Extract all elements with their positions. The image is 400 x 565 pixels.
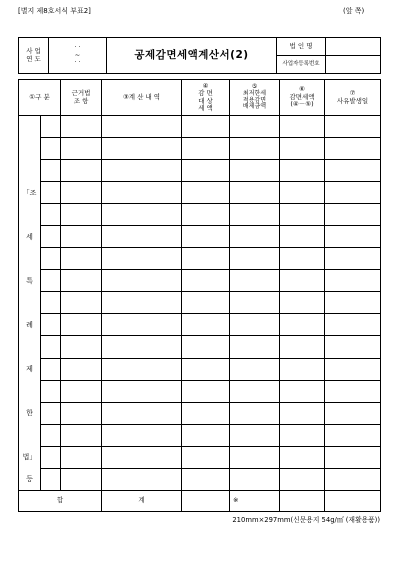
category-cell[interactable]: [41, 182, 61, 204]
exempt-target-tax-cell[interactable]: [182, 182, 230, 204]
table-row: [19, 270, 381, 292]
exempted-tax-cell[interactable]: [280, 160, 325, 182]
exempted-tax-cell[interactable]: [280, 402, 325, 424]
exempted-tax-cell[interactable]: [280, 138, 325, 160]
min-tax-exclusion-cell[interactable]: [230, 248, 280, 270]
table-row: [19, 468, 381, 490]
table-row: [19, 380, 381, 402]
calculation-cell[interactable]: [102, 468, 182, 490]
legal-basis-cell[interactable]: [61, 270, 102, 292]
table-row: [19, 336, 381, 358]
category-label-cell: [19, 380, 41, 402]
form-header-table: [18, 37, 381, 74]
legal-basis-cell[interactable]: [61, 226, 102, 248]
occurrence-date-cell[interactable]: [325, 402, 381, 424]
exempted-tax-cell[interactable]: [280, 182, 325, 204]
exempt-target-tax-cell[interactable]: [182, 204, 230, 226]
table-row: [19, 226, 381, 248]
col-header-legal-basis: 근거법 조 항: [61, 80, 102, 116]
category-label-cell: 등: [19, 468, 41, 490]
min-tax-exclusion-cell[interactable]: [230, 358, 280, 380]
occurrence-date-cell[interactable]: [325, 358, 381, 380]
table-row: [19, 116, 381, 138]
min-tax-exclusion-cell[interactable]: [230, 380, 280, 402]
year-start-dots: · ·: [74, 43, 81, 52]
min-tax-exclusion-cell[interactable]: [230, 314, 280, 336]
exempt-target-tax-cell[interactable]: [182, 446, 230, 468]
occurrence-date-cell[interactable]: [325, 314, 381, 336]
legal-basis-cell[interactable]: [61, 336, 102, 358]
category-cell[interactable]: [41, 424, 61, 446]
calculation-cell[interactable]: [102, 402, 182, 424]
calculation-cell[interactable]: [102, 182, 182, 204]
table-row: [19, 424, 381, 446]
exempted-tax-cell[interactable]: [280, 204, 325, 226]
calculation-cell[interactable]: [102, 336, 182, 358]
exempted-tax-cell[interactable]: [280, 226, 325, 248]
category-label-cell: 세: [19, 226, 41, 248]
occurrence-date-cell[interactable]: [325, 424, 381, 446]
min-tax-exclusion-cell[interactable]: [230, 446, 280, 468]
occurrence-date-cell[interactable]: [325, 226, 381, 248]
table-row: [19, 358, 381, 380]
occurrence-date-cell[interactable]: [325, 138, 381, 160]
exempt-target-tax-cell[interactable]: [182, 270, 230, 292]
category-label-cell: [19, 248, 41, 270]
table-row: [19, 138, 381, 160]
category-label-cell: 특: [19, 270, 41, 292]
deduction-table: [18, 79, 381, 512]
category-cell[interactable]: [41, 248, 61, 270]
exempted-tax-cell[interactable]: [280, 116, 325, 138]
min-tax-exclusion-cell[interactable]: [230, 204, 280, 226]
business-year-label: 사 업 연 도: [19, 38, 49, 74]
category-cell[interactable]: [41, 270, 61, 292]
calculation-cell[interactable]: [102, 446, 182, 468]
side-label: (앞 쪽): [343, 7, 365, 15]
legal-basis-cell[interactable]: [61, 446, 102, 468]
legal-basis-cell[interactable]: [61, 204, 102, 226]
min-tax-exclusion-cell[interactable]: [230, 160, 280, 182]
exempt-target-tax-cell[interactable]: [182, 402, 230, 424]
exempt-target-tax-cell[interactable]: [182, 248, 230, 270]
occurrence-date-cell[interactable]: [325, 204, 381, 226]
exempted-tax-cell[interactable]: [280, 248, 325, 270]
min-tax-exclusion-cell[interactable]: [230, 182, 280, 204]
category-label-cell: [19, 424, 41, 446]
min-tax-exclusion-cell[interactable]: [230, 270, 280, 292]
calculation-cell[interactable]: [102, 270, 182, 292]
calculation-cell[interactable]: [102, 380, 182, 402]
exempt-target-tax-cell[interactable]: [182, 116, 230, 138]
form-label: [별지 제8호서식 부표2]: [18, 7, 91, 15]
occurrence-date-cell[interactable]: [325, 270, 381, 292]
occurrence-date-cell[interactable]: [325, 116, 381, 138]
occurrence-date-cell[interactable]: [325, 446, 381, 468]
category-label-cell: 「조: [19, 182, 41, 204]
exempted-tax-cell[interactable]: [280, 468, 325, 490]
exempted-tax-cell[interactable]: [280, 336, 325, 358]
occurrence-date-cell[interactable]: [325, 160, 381, 182]
legal-basis-cell[interactable]: [61, 182, 102, 204]
table-row: [19, 402, 381, 424]
exempt-target-tax-cell[interactable]: [182, 314, 230, 336]
exempted-tax-cell[interactable]: [280, 380, 325, 402]
total-occurrence-date[interactable]: [325, 491, 381, 512]
table-row: [19, 248, 381, 270]
exempted-tax-cell[interactable]: [280, 292, 325, 314]
category-label-cell: [19, 116, 41, 138]
exempt-target-tax-cell[interactable]: [182, 380, 230, 402]
total-exempt-target-tax[interactable]: [182, 491, 230, 512]
category-label-cell: 제: [19, 358, 41, 380]
category-label-cell: 법」: [19, 446, 41, 468]
calculation-cell[interactable]: [102, 424, 182, 446]
table-row: [19, 446, 381, 468]
min-tax-exclusion-cell[interactable]: [230, 116, 280, 138]
min-tax-exclusion-cell[interactable]: [230, 226, 280, 248]
table-row: [19, 292, 381, 314]
corp-name-label: 법 인 명: [277, 38, 326, 56]
occurrence-date-cell[interactable]: [325, 336, 381, 358]
min-tax-exclusion-cell[interactable]: [230, 468, 280, 490]
category-cell[interactable]: [41, 336, 61, 358]
legal-basis-cell[interactable]: [61, 424, 102, 446]
min-tax-exclusion-cell[interactable]: [230, 292, 280, 314]
exempt-target-tax-cell[interactable]: [182, 336, 230, 358]
calculation-cell[interactable]: [102, 138, 182, 160]
category-cell[interactable]: [41, 116, 61, 138]
calculation-cell[interactable]: [102, 292, 182, 314]
legal-basis-cell[interactable]: [61, 468, 102, 490]
exempt-target-tax-cell[interactable]: [182, 226, 230, 248]
legal-basis-cell[interactable]: [61, 314, 102, 336]
calculation-cell[interactable]: [102, 160, 182, 182]
exempt-target-tax-cell[interactable]: [182, 292, 230, 314]
legal-basis-cell[interactable]: [61, 138, 102, 160]
exempt-target-tax-cell[interactable]: [182, 358, 230, 380]
legal-basis-cell[interactable]: [61, 248, 102, 270]
exempted-tax-cell[interactable]: [280, 270, 325, 292]
category-cell[interactable]: [41, 204, 61, 226]
exempted-tax-cell[interactable]: [280, 446, 325, 468]
category-cell[interactable]: [41, 468, 61, 490]
col-header-min-tax-exclusion: ⑤ 최저한세 적용감면 배제금액: [230, 80, 280, 116]
calculation-cell[interactable]: [102, 314, 182, 336]
exempt-target-tax-cell[interactable]: [182, 160, 230, 182]
legal-basis-cell[interactable]: [61, 402, 102, 424]
table-row: [19, 204, 381, 226]
min-tax-exclusion-cell[interactable]: [230, 336, 280, 358]
total-label-2: 계: [102, 491, 182, 512]
legal-basis-cell[interactable]: [61, 160, 102, 182]
category-cell[interactable]: [41, 292, 61, 314]
category-cell[interactable]: [41, 380, 61, 402]
category-cell[interactable]: [41, 446, 61, 468]
total-mark: ※: [230, 491, 280, 512]
occurrence-date-cell[interactable]: [325, 380, 381, 402]
min-tax-exclusion-cell[interactable]: [230, 138, 280, 160]
legal-basis-cell[interactable]: [61, 358, 102, 380]
exempted-tax-cell[interactable]: [280, 358, 325, 380]
legal-basis-cell[interactable]: [61, 380, 102, 402]
category-cell[interactable]: [41, 314, 61, 336]
calculation-cell[interactable]: [102, 248, 182, 270]
exempted-tax-cell[interactable]: [280, 314, 325, 336]
calculation-cell[interactable]: [102, 116, 182, 138]
business-year-field: [49, 38, 107, 74]
total-exempted-tax[interactable]: [280, 491, 325, 512]
category-cell[interactable]: [41, 226, 61, 248]
calculation-cell[interactable]: [102, 226, 182, 248]
category-label-cell: [19, 160, 41, 182]
occurrence-date-cell[interactable]: [325, 182, 381, 204]
table-row: [19, 182, 381, 204]
col-header-calculation: ③계 산 내 역: [102, 80, 182, 116]
corp-name-field[interactable]: [326, 38, 381, 56]
min-tax-exclusion-cell[interactable]: [230, 424, 280, 446]
category-label-cell: [19, 336, 41, 358]
category-cell[interactable]: [41, 358, 61, 380]
col-header-occurrence-date: ⑦ 사유발생일: [325, 80, 381, 116]
category-cell[interactable]: [41, 138, 61, 160]
category-label-cell: 례: [19, 314, 41, 336]
occurrence-date-cell[interactable]: [325, 468, 381, 490]
occurrence-date-cell[interactable]: [325, 292, 381, 314]
biz-reg-no-field[interactable]: [326, 56, 381, 74]
category-label-cell: [19, 292, 41, 314]
paper-note: 210mm×297mm(신문용지 54g/㎡ (재활용품)): [232, 516, 380, 524]
category-label-cell: 한: [19, 402, 41, 424]
col-header-category: ①구 분: [19, 80, 61, 116]
calculation-cell[interactable]: [102, 358, 182, 380]
exempt-target-tax-cell[interactable]: [182, 468, 230, 490]
table-row: [19, 314, 381, 336]
category-label-cell: [19, 204, 41, 226]
category-label-cell: [19, 138, 41, 160]
biz-reg-no-label: 사업자등록번호: [277, 56, 326, 74]
form-title: 공제감면세액계산서(2): [107, 38, 277, 74]
calculation-cell[interactable]: [102, 204, 182, 226]
col-header-exempted-tax: ⑥ 감면세액 (④－⑤): [280, 80, 325, 116]
legal-basis-cell[interactable]: [61, 292, 102, 314]
category-cell[interactable]: [41, 402, 61, 424]
occurrence-date-cell[interactable]: [325, 248, 381, 270]
exempt-target-tax-cell[interactable]: [182, 138, 230, 160]
category-cell[interactable]: [41, 160, 61, 182]
table-row: [19, 160, 381, 182]
exempt-target-tax-cell[interactable]: [182, 424, 230, 446]
year-separator: ~: [74, 50, 81, 59]
legal-basis-cell[interactable]: [61, 116, 102, 138]
col-header-exempt-target-tax: ④ 감 면 대 상 세 액: [182, 80, 230, 116]
year-end-dots: · ·: [74, 58, 81, 67]
min-tax-exclusion-cell[interactable]: [230, 402, 280, 424]
exempted-tax-cell[interactable]: [280, 424, 325, 446]
total-label-1: 합: [19, 491, 102, 512]
